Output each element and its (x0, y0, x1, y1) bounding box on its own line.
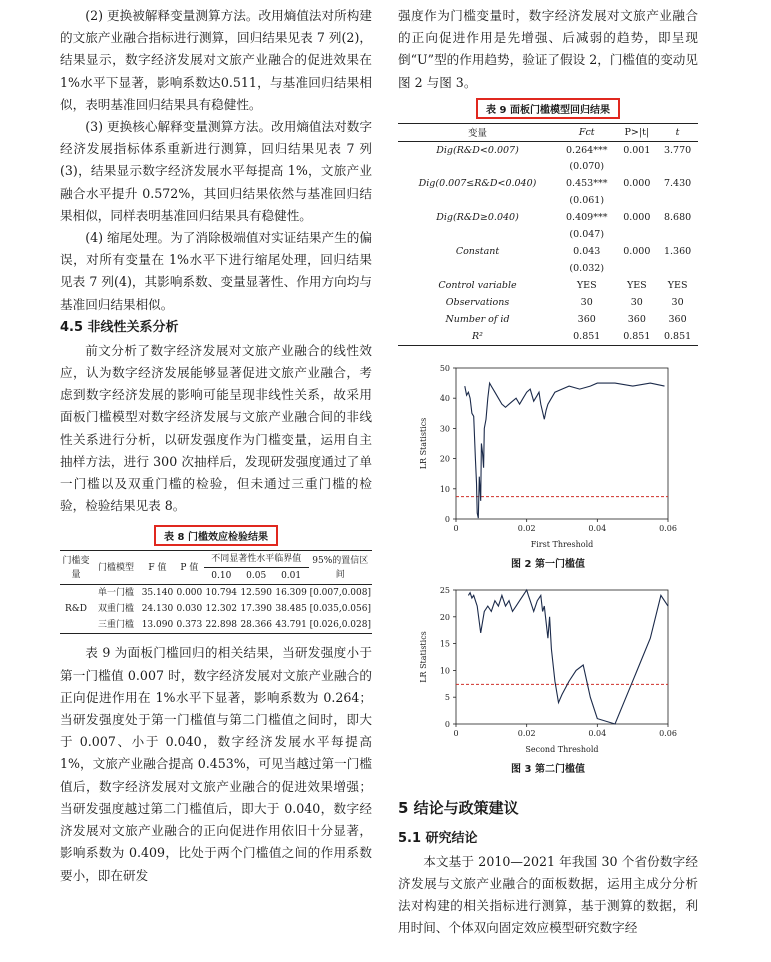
x-tick-label: 0.02 (517, 523, 536, 533)
t9-h-p: P>|t| (624, 126, 650, 138)
y-tick-label: 15 (439, 639, 450, 649)
x-tick-label: 0.06 (659, 523, 677, 533)
lr-series-line (465, 383, 665, 518)
y-tick-label: 5 (444, 693, 450, 703)
x-axis-label: Second Threshold (525, 744, 599, 754)
x-tick-label: 0 (453, 523, 459, 533)
paragraph-nonlinear: 前文分析了数字经济发展对文旅产业融合的线性效应，认为数字经济发展能够显著促进文旅产业融合，考虑到数字经济发展的影响可能呈现非线性关系，故采用面板门槛模型对数字经济发展与文旅产业融合间的非线性关系进行分析，以研发强度作为门槛变量，运用自主抽样方法，进行 300 次抽样后，发现研发强度通过了单一门槛以及双重门槛的检验，但未通过三重门槛的检验，检验结果见表 8。 (60, 342, 372, 514)
table-row: 三重门槛 13.090 0.373 22.898 28.366 43.791 [0.026,0.028] (97, 620, 371, 631)
paragraph-conclusion: 本文基于 2010—2021 年我国 30 个省份数字经济发展与文旅产业融合的面板数据，运用主成分分析法对构建的相关指标进行测算，基于测算的数据，利用时间、个体双向固定效应模型研究数字经 (398, 853, 698, 936)
table-row: Dig(0.007≤R&D<0.040) 0.453*** 0.000 7.430 (418, 178, 692, 190)
x-tick-label: 0.02 (517, 728, 536, 738)
figure-3-caption: 图 3 第二门槛值 (511, 763, 585, 775)
y-axis-label: LR Statistics (419, 417, 428, 470)
t8-h-crit: 不同显著性水平临界值 (204, 551, 309, 568)
table9-caption: 表 9 面板门槛模型回归结果 (398, 98, 698, 119)
t8-h-f: F 值 (148, 562, 167, 573)
y-tick-label: 0 (444, 514, 450, 524)
left-column (60, 0, 372, 887)
x-tick-label: 0 (453, 728, 459, 738)
x-tick-label: 0.04 (588, 728, 607, 738)
paragraph-robust-3: (3) 更换核心解释变量测算方法。改用熵值法对数字经济发展指标体系重新进行测算，回归结果见表 7 列(3)，结果显示数字经济发展水平每提高 1%，文旅产业融合水平提升 0.572%，其回归结果依然与基准回归结果相似，同样表明基准回归结果具有稳健性。 (60, 119, 372, 223)
table-8 (60, 550, 372, 634)
y-tick-label: 40 (439, 394, 450, 404)
t8-h-ci: 95%的置信区间 (312, 555, 369, 580)
t8-h-c3: 0.01 (281, 571, 302, 582)
table-row: Control variable YES YES YES (438, 280, 688, 292)
x-tick-label: 0.06 (659, 728, 677, 738)
plot-frame (456, 590, 668, 724)
table-row: Observations 30 30 30 (445, 297, 684, 309)
table-row: Dig(R&D<0.007) 0.264*** 0.001 3.770 (436, 144, 692, 156)
table-row: 双重门槛 24.130 0.030 12.302 17.390 38.485 [0.035,0.056] (97, 604, 371, 615)
figure-2-caption: 图 2 第一门槛值 (511, 558, 585, 570)
y-tick-label: 20 (439, 612, 450, 622)
y-axis-label: LR Statistics (419, 631, 428, 683)
table-row: R² 0.851 0.851 0.851 (472, 331, 692, 343)
section-heading-5-1: 5.1 研究结论 (398, 830, 478, 846)
section-heading-5: 5 结论与政策建议 (398, 798, 519, 817)
y-tick-label: 50 (439, 363, 450, 373)
y-tick-label: 30 (439, 424, 450, 434)
figure-2-chart (398, 360, 698, 555)
lr-series-line (468, 590, 668, 724)
table-row: R&D 单一门槛 35.140 0.000 10.794 12.590 16.309 [0.007,0.008] (60, 585, 372, 602)
paragraph-robust-4: (4) 缩尾处理。为了消除极端值对实证结果产生的偏误，对所有变量在 1%水平下进行缩尾处理，回归结果见表 7 列(4)，其影响系数、变量显著性、作用方向均与基准回归结果相似。 (60, 230, 372, 312)
t8-h-c2: 0.05 (246, 571, 267, 582)
paragraph-continued: 强度作为门槛变量时，数字经济发展对文旅产业融合的正向促进作用是先增强、后减弱的趋势，即呈现倒“U”型的作用趋势，验证了假设 2，门槛值的变动见图 2 与图 3。 (398, 8, 698, 90)
right-column (398, 0, 698, 940)
paragraph-robust-2: (2) 更换被解释变量测算方法。改用熵值法对所构建的文旅产业融合指标进行测算，回归结果见表 7 列(2)，结果显示，数字经济发展对文旅产业融合的促进效果在 1%水平下显著，影响系数达0.511，与基准回归结果相似，表明基准回归结果具有稳健性。 (60, 8, 372, 112)
table-row: Dig(R&D≥0.040) 0.409*** 0.000 8.680 (436, 212, 692, 224)
y-tick-label: 0 (444, 719, 450, 729)
t9-h-var: 变量 (468, 128, 488, 140)
x-axis-label: First Threshold (530, 539, 594, 549)
figure-3-chart (398, 582, 698, 760)
y-tick-label: 25 (439, 585, 450, 595)
y-tick-label: 10 (439, 666, 450, 676)
t9-h-t: t (675, 126, 680, 138)
t8-h-c1: 0.10 (211, 571, 232, 582)
section-heading-4-5: 4.5 非线性关系分析 (60, 319, 179, 335)
x-tick-label: 0.04 (588, 523, 607, 533)
table-9: 变量 Fct P>|t| t Dig(R&D<0.007) 0.264*** 0.001 3.770 (0.070) Dig(0.007≤R&D<0.040) 0.453*** 0.000 7.430 (0.061) Dig(R&D≥0.040) 0.409*** 0.000 8.680 (0.047) Constant 0.043 0.000 1.360 (0.032) Control variable YES YES YES Observations 30 30 30 Number of id 360 360 360 R² 0.851 0.851 0.851 (398, 123, 698, 346)
t9-h-fct: Fct (578, 126, 595, 138)
t8-h-model: 门槛模型 (97, 562, 134, 573)
y-tick-label: 10 (439, 484, 450, 494)
paragraph-table9-discussion: 表 9 为面板门槛回归的相关结果，当研发强度小于第一门槛值 0.007 时，数字经济发展对文旅产业融合的正向促进作用在 1%水平下显著，影响系数为 0.264；当研发强度处于第一门槛值与第二门槛值之间时，即大于 0.007、小于 0.040，数字经济发展水平每提高 1%，文旅产业融合提高 0.453%，可见当越过第一门槛值后，数字经济发展对文旅产业融合的促进效果增强；当研发强度越过第二门槛值后，即大于 0.040，数字经济发展对文旅产业融合的正向促进作用依旧十分显著，影响系数为 0.409，比处于两个门槛值之间的作用系数要小，即在研发 (60, 645, 372, 883)
table-row: Number of id 360 360 360 (445, 314, 687, 326)
t8-var: R&D (64, 604, 87, 615)
t8-h-p: P 值 (180, 562, 199, 573)
y-tick-label: 20 (439, 454, 450, 464)
table-row: Constant 0.043 0.000 1.360 (455, 246, 692, 258)
t8-h-var: 门槛变量 (62, 555, 90, 580)
table8-caption: 表 8 门槛效应检验结果 (60, 525, 372, 546)
